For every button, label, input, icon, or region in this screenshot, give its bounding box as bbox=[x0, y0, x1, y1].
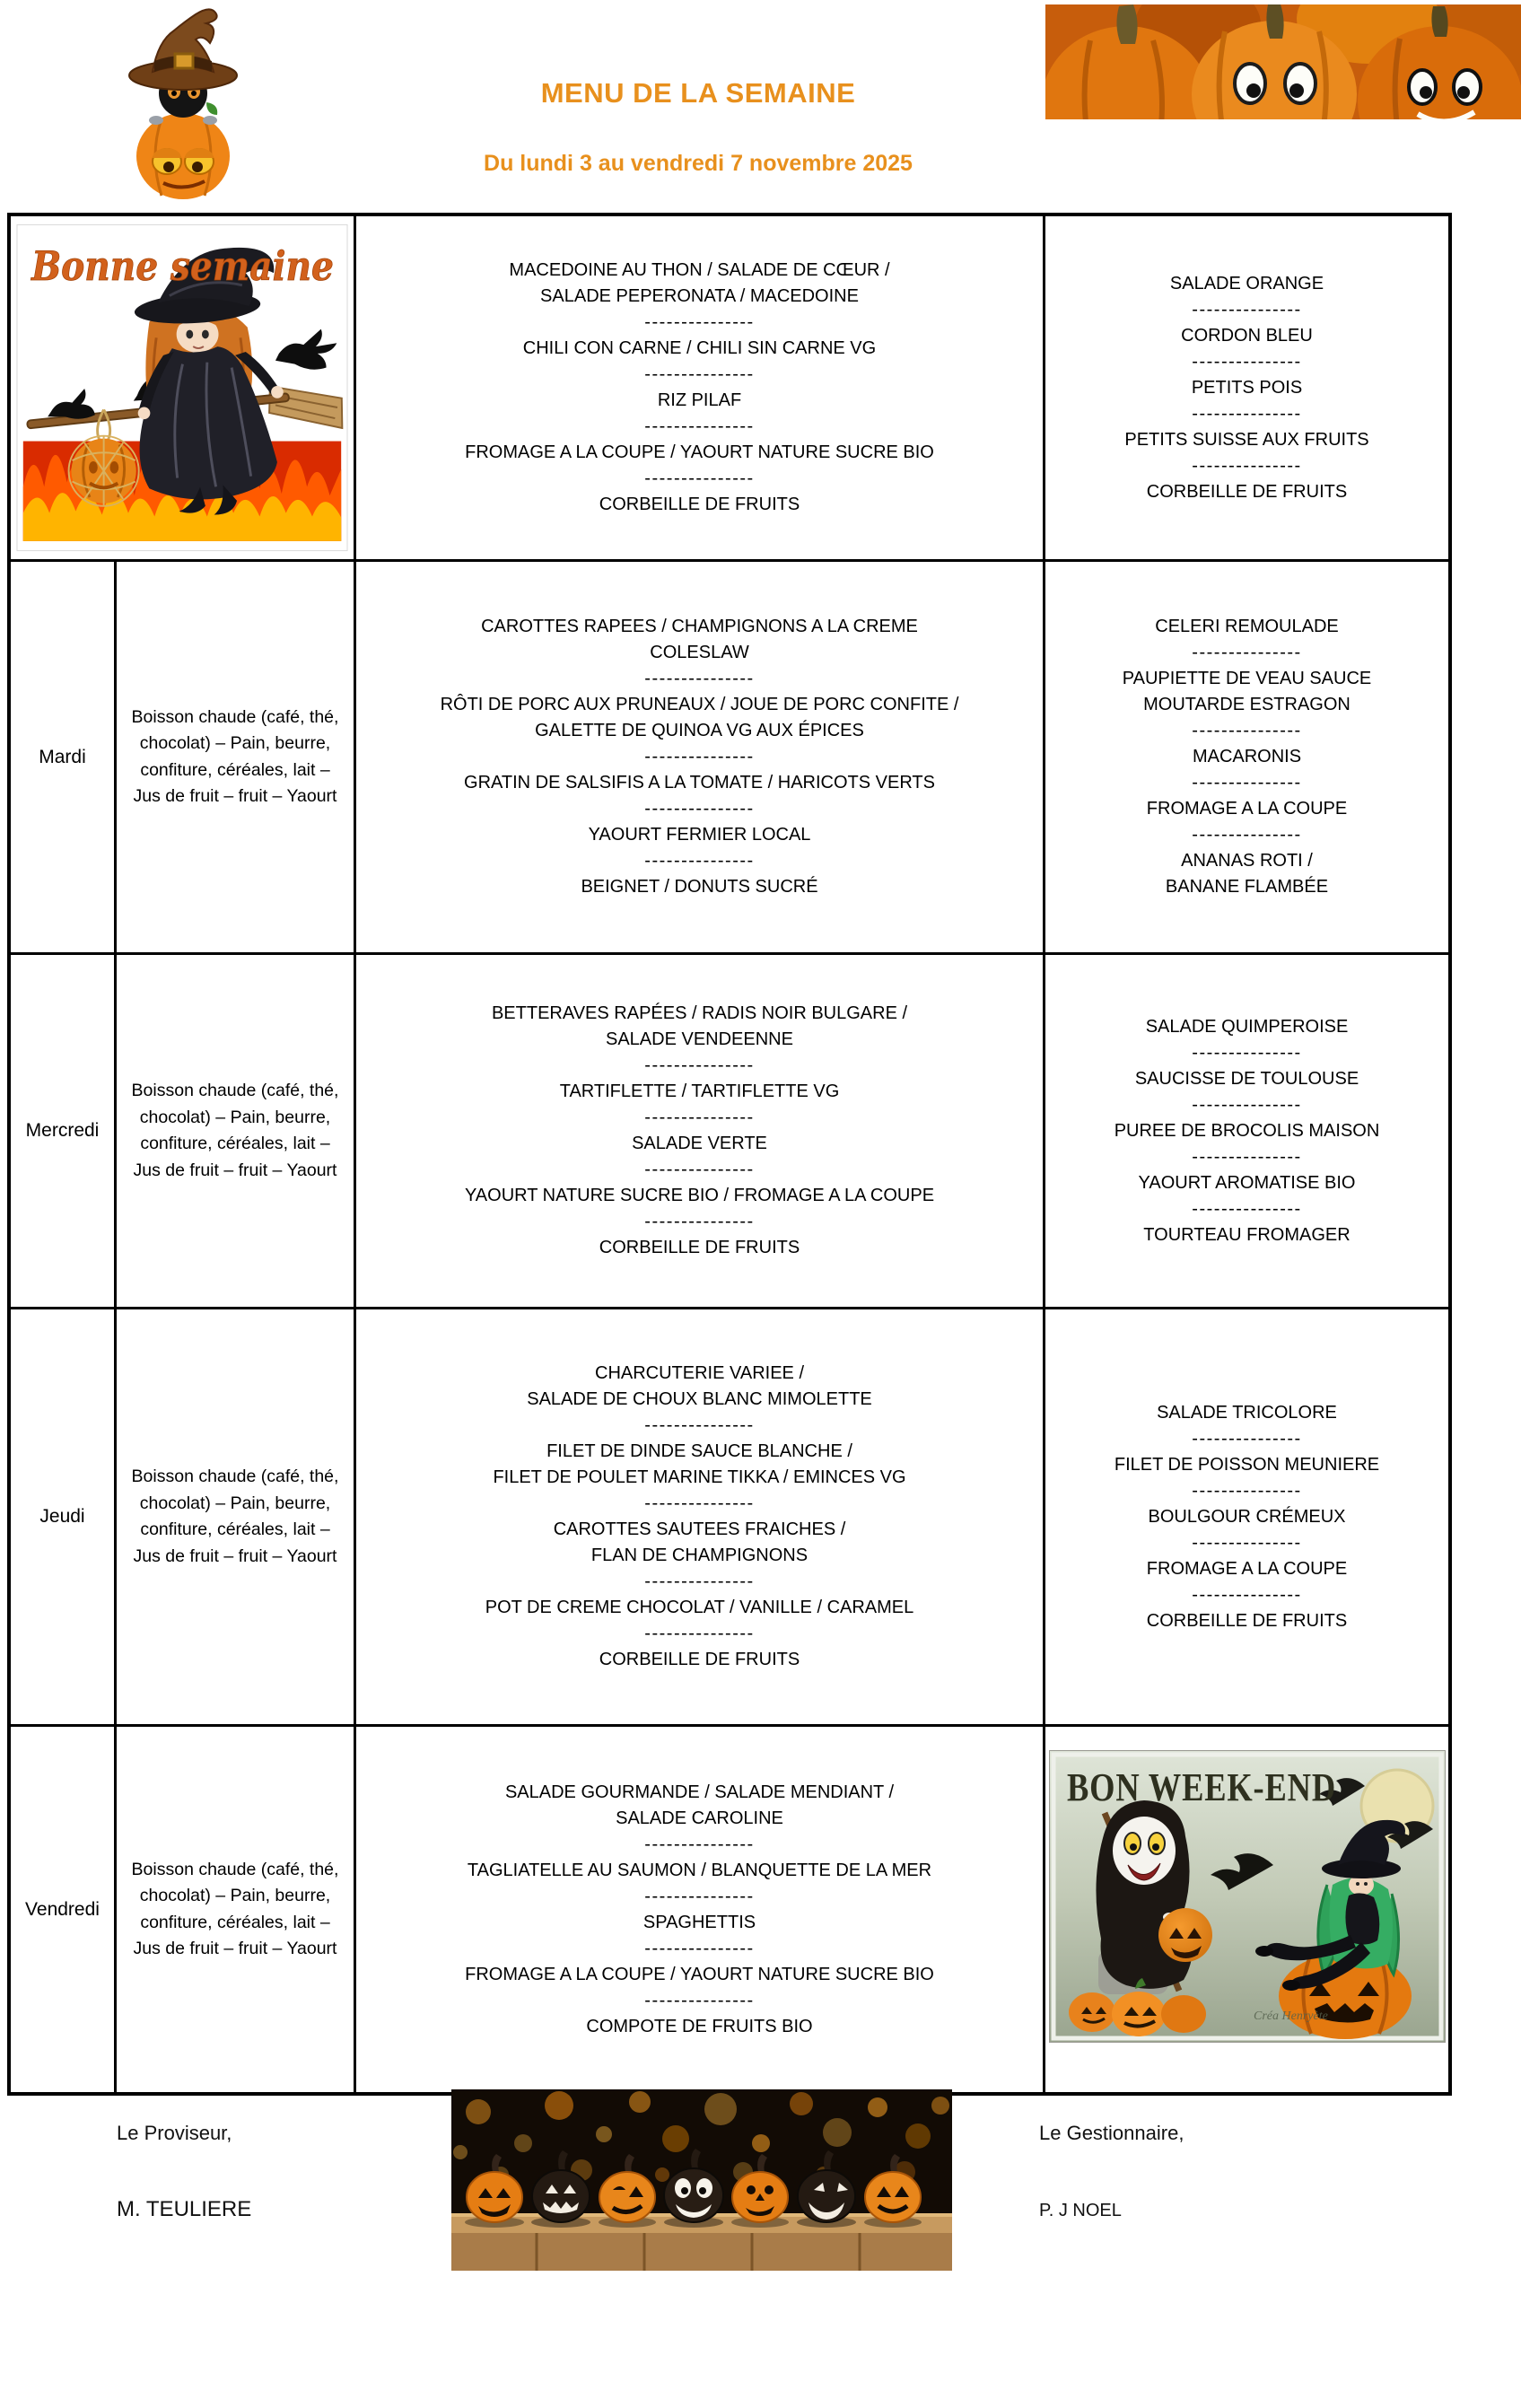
weekly-menu-table bbox=[7, 213, 1452, 2096]
menu-item: SAUCISSE DE TOULOUSE bbox=[1134, 1068, 1359, 1089]
separator-dashes: --------------- bbox=[644, 1834, 755, 1854]
menu-item: CORDON BLEU bbox=[1181, 325, 1313, 346]
menu-item: SALADE QUIMPEROISE bbox=[1145, 1016, 1349, 1037]
separator-dashes: --------------- bbox=[1192, 403, 1302, 424]
separator-dashes: --------------- bbox=[1192, 773, 1302, 792]
page-subtitle: Du lundi 3 au vendredi 7 novembre 2025 bbox=[484, 151, 913, 176]
separator-dashes: --------------- bbox=[644, 1624, 755, 1643]
day-cell-jeudi bbox=[11, 1309, 117, 1727]
menu-item: SALADE ORANGE bbox=[1169, 273, 1324, 293]
separator-dashes: --------------- bbox=[644, 468, 755, 488]
separator-dashes: --------------- bbox=[644, 1938, 755, 1958]
menu-item: PETITS SUISSE AUX FRUITS bbox=[1124, 429, 1369, 450]
separator-dashes: --------------- bbox=[1192, 1584, 1302, 1605]
separator-dashes: --------------- bbox=[644, 1055, 755, 1075]
footer-left-name: M. TEULIERE bbox=[117, 2197, 252, 2221]
separator-dashes: --------------- bbox=[1192, 1146, 1302, 1167]
breakfast-cell-mardi bbox=[117, 562, 356, 955]
separator-dashes: --------------- bbox=[1192, 643, 1302, 662]
separator-dashes: --------------- bbox=[644, 312, 755, 332]
menu-item: CORBEILLE DE FRUITS bbox=[599, 1238, 800, 1257]
separator-dashes: --------------- bbox=[644, 1108, 755, 1127]
pumpkins-row-icon bbox=[451, 2089, 952, 2271]
menu-item: CAROTTES RAPEES / CHAMPIGNONS A LA CREME COLESLAW bbox=[481, 617, 918, 662]
bon-weekend-watermark: Créa Henryète bbox=[1253, 2010, 1328, 2023]
menu-item: GRATIN DE SALSIFIS A LA TOMATE / HARICOTS VERTS bbox=[464, 773, 935, 792]
day-cell-vendredi bbox=[11, 1727, 117, 2092]
bon-weekend-text: BON WEEK-END bbox=[1066, 1765, 1336, 1809]
separator-dashes: --------------- bbox=[644, 669, 755, 688]
menu-item: CORBEILLE DE FRUITS bbox=[1146, 1610, 1348, 1631]
day-label: Vendredi bbox=[25, 1898, 100, 1920]
separator-dashes: --------------- bbox=[1192, 825, 1302, 845]
day-label: Mercredi bbox=[25, 1120, 100, 1141]
separator-dashes: --------------- bbox=[1192, 1480, 1302, 1501]
dinner-menu-cell-lundi bbox=[1045, 216, 1448, 562]
menu-item: BEIGNET / DONUTS SUCRÉ bbox=[581, 877, 818, 897]
separator-dashes: --------------- bbox=[644, 1990, 755, 2010]
menu-item: TAGLIATELLE AU SAUMON / BLANQUETTE DE LA MER bbox=[467, 1860, 932, 1880]
footer-right-role: Le Gestionnaire, bbox=[1039, 2122, 1184, 2144]
lunch-menu-cell-vendredi bbox=[356, 1727, 1045, 2092]
menu-item: PETITS POIS bbox=[1191, 377, 1303, 398]
separator-dashes: --------------- bbox=[1192, 1094, 1302, 1115]
day-cell-mardi bbox=[11, 562, 117, 955]
bonne-semaine-text: Bonne semaine bbox=[30, 241, 334, 290]
separator-dashes: --------------- bbox=[1192, 721, 1302, 740]
menu-item: RÔTI DE PORC AUX PRUNEAUX / JOUE DE PORC CONFITE / GALETTE DE QUINOA VG AUX ÉPICES bbox=[440, 695, 959, 740]
menu-item: TOURTEAU FROMAGER bbox=[1143, 1224, 1351, 1245]
menu-item: SPAGHETTIS bbox=[642, 1912, 756, 1932]
day-label: Mardi bbox=[39, 746, 86, 767]
breakfast-text: Boisson chaude (café, thé, chocolat) – Pain, beurre, confiture, céréales, lait – Jus de fruit – fruit – Yaourt bbox=[131, 1859, 339, 1958]
bon-weekend-halloween-icon bbox=[1049, 1750, 1446, 2043]
menu-item: CAROTTES SAUTEES FRAICHES / FLAN DE CHAMPIGNONS bbox=[553, 1519, 846, 1565]
lunch-menu-cell-lundi bbox=[356, 216, 1045, 562]
menu-item: PAUPIETTE DE VEAU SAUCE MOUTARDE ESTRAGON bbox=[1122, 669, 1372, 714]
menu-item: TARTIFLETTE / TARTIFLETTE VG bbox=[559, 1081, 840, 1101]
separator-dashes: --------------- bbox=[1192, 1532, 1302, 1553]
menu-item: RIZ PILAF bbox=[657, 390, 742, 410]
dinner-menu-cell-jeudi bbox=[1045, 1309, 1448, 1727]
menu-item: FILET DE DINDE SAUCE BLANCHE / FILET DE POULET MARINE TIKKA / EMINCES VG bbox=[493, 1441, 906, 1487]
menu-item: YAOURT FERMIER LOCAL bbox=[588, 825, 811, 845]
menu-item: FROMAGE A LA COUPE / YAOURT NATURE SUCRE BIO bbox=[465, 1964, 934, 1984]
menu-item: BETTERAVES RAPÉES / RADIS NOIR BULGARE / SALADE VENDEENNE bbox=[491, 1003, 908, 1049]
separator-dashes: --------------- bbox=[1192, 1042, 1302, 1063]
breakfast-cell-mercredi bbox=[117, 955, 356, 1309]
bon-weekend-image bbox=[1045, 1727, 1448, 2092]
menu-item: MACARONIS bbox=[1192, 747, 1302, 766]
menu-item: YAOURT AROMATISE BIO bbox=[1138, 1172, 1356, 1193]
menu-item: SALADE TRICOLORE bbox=[1157, 1402, 1337, 1423]
menu-item: SALADE VERTE bbox=[632, 1134, 767, 1153]
separator-dashes: --------------- bbox=[644, 1415, 755, 1435]
dinner-menu-cell-mercredi bbox=[1045, 955, 1448, 1309]
pumpkins-banner-photo bbox=[1045, 4, 1521, 119]
dinner-menu-cell-mardi bbox=[1045, 562, 1448, 955]
separator-dashes: --------------- bbox=[1192, 351, 1302, 372]
separator-dashes: --------------- bbox=[644, 1493, 755, 1513]
page-title: MENU DE LA SEMAINE bbox=[540, 77, 856, 109]
separator-dashes: --------------- bbox=[644, 1572, 755, 1591]
separator-dashes: --------------- bbox=[1192, 299, 1302, 320]
footer-right-name: P. J NOEL bbox=[1039, 2201, 1122, 2220]
breakfast-text: Boisson chaude (café, thé, chocolat) – Pain, beurre, confiture, céréales, lait – Jus de fruit – fruit – Yaourt bbox=[131, 706, 339, 806]
menu-item: FROMAGE A LA COUPE bbox=[1146, 799, 1348, 819]
menu-item: CHILI CON CARNE / CHILI SIN CARNE VG bbox=[522, 338, 877, 358]
menu-item: MACEDOINE AU THON / SALADE DE CŒUR / SALADE PEPERONATA / MACEDOINE bbox=[509, 260, 890, 306]
menu-item: ANANAS ROTI / BANANE FLAMBÉE bbox=[1165, 851, 1329, 897]
breakfast-text: Boisson chaude (café, thé, chocolat) – Pain, beurre, confiture, céréales, lait – Jus de fruit – fruit – Yaourt bbox=[131, 1467, 339, 1566]
breakfast-cell-vendredi bbox=[117, 1727, 356, 2092]
menu-item: CELERI REMOULADE bbox=[1155, 617, 1339, 636]
menu-item: COMPOTE DE FRUITS BIO bbox=[586, 2016, 813, 2036]
menu-item: FILET DE POISSON MEUNIERE bbox=[1114, 1454, 1380, 1475]
menu-item: SALADE GOURMANDE / SALADE MENDIANT / SALADE CAROLINE bbox=[504, 1782, 895, 1828]
pumpkins-footer-photo bbox=[451, 2089, 952, 2271]
lunch-menu-cell-mardi bbox=[356, 562, 1045, 955]
separator-dashes: --------------- bbox=[644, 364, 755, 384]
lunch-menu-cell-jeudi bbox=[356, 1309, 1045, 1727]
witch-cat-pumpkin-illustration bbox=[126, 5, 240, 203]
separator-dashes: --------------- bbox=[1192, 1198, 1302, 1219]
bonne-semaine-image bbox=[11, 216, 356, 562]
separator-dashes: --------------- bbox=[644, 799, 755, 819]
day-cell-mercredi bbox=[11, 955, 117, 1309]
menu-item: BOULGOUR CRÉMEUX bbox=[1148, 1506, 1346, 1527]
separator-dashes: --------------- bbox=[644, 1160, 755, 1179]
menu-item: FROMAGE A LA COUPE bbox=[1146, 1558, 1348, 1579]
menu-item: PUREE DE BROCOLIS MAISON bbox=[1114, 1120, 1380, 1141]
pumpkins-banner-icon bbox=[1045, 4, 1521, 119]
breakfast-text: Boisson chaude (café, thé, chocolat) – Pain, beurre, confiture, céréales, lait – Jus de fruit – fruit – Yaourt bbox=[131, 1081, 339, 1180]
separator-dashes: --------------- bbox=[644, 416, 755, 436]
breakfast-cell-jeudi bbox=[117, 1309, 356, 1727]
footer-left-role: Le Proviseur, bbox=[117, 2122, 232, 2144]
menu-item: CORBEILLE DE FRUITS bbox=[599, 495, 800, 514]
menu-item: CORBEILLE DE FRUITS bbox=[1146, 481, 1348, 502]
menu-item: YAOURT NATURE SUCRE BIO / FROMAGE A LA COUPE bbox=[464, 1186, 935, 1205]
separator-dashes: --------------- bbox=[644, 747, 755, 766]
lunch-menu-cell-mercredi bbox=[356, 955, 1045, 1309]
menu-item: CORBEILLE DE FRUITS bbox=[599, 1650, 800, 1669]
separator-dashes: --------------- bbox=[644, 1886, 755, 1906]
menu-item: POT DE CREME CHOCOLAT / VANILLE / CARAMEL bbox=[485, 1598, 914, 1617]
menu-item: FROMAGE A LA COUPE / YAOURT NATURE SUCRE BIO bbox=[465, 442, 934, 462]
bonne-semaine-witch-icon bbox=[16, 222, 348, 554]
separator-dashes: --------------- bbox=[1192, 455, 1302, 476]
menu-item: CHARCUTERIE VARIEE / SALADE DE CHOUX BLANC MIMOLETTE bbox=[527, 1363, 872, 1409]
day-label: Jeudi bbox=[39, 1506, 85, 1527]
separator-dashes: --------------- bbox=[644, 1212, 755, 1231]
separator-dashes: --------------- bbox=[1192, 1428, 1302, 1449]
separator-dashes: --------------- bbox=[644, 851, 755, 871]
witch-cat-pumpkin-icon bbox=[126, 5, 240, 201]
